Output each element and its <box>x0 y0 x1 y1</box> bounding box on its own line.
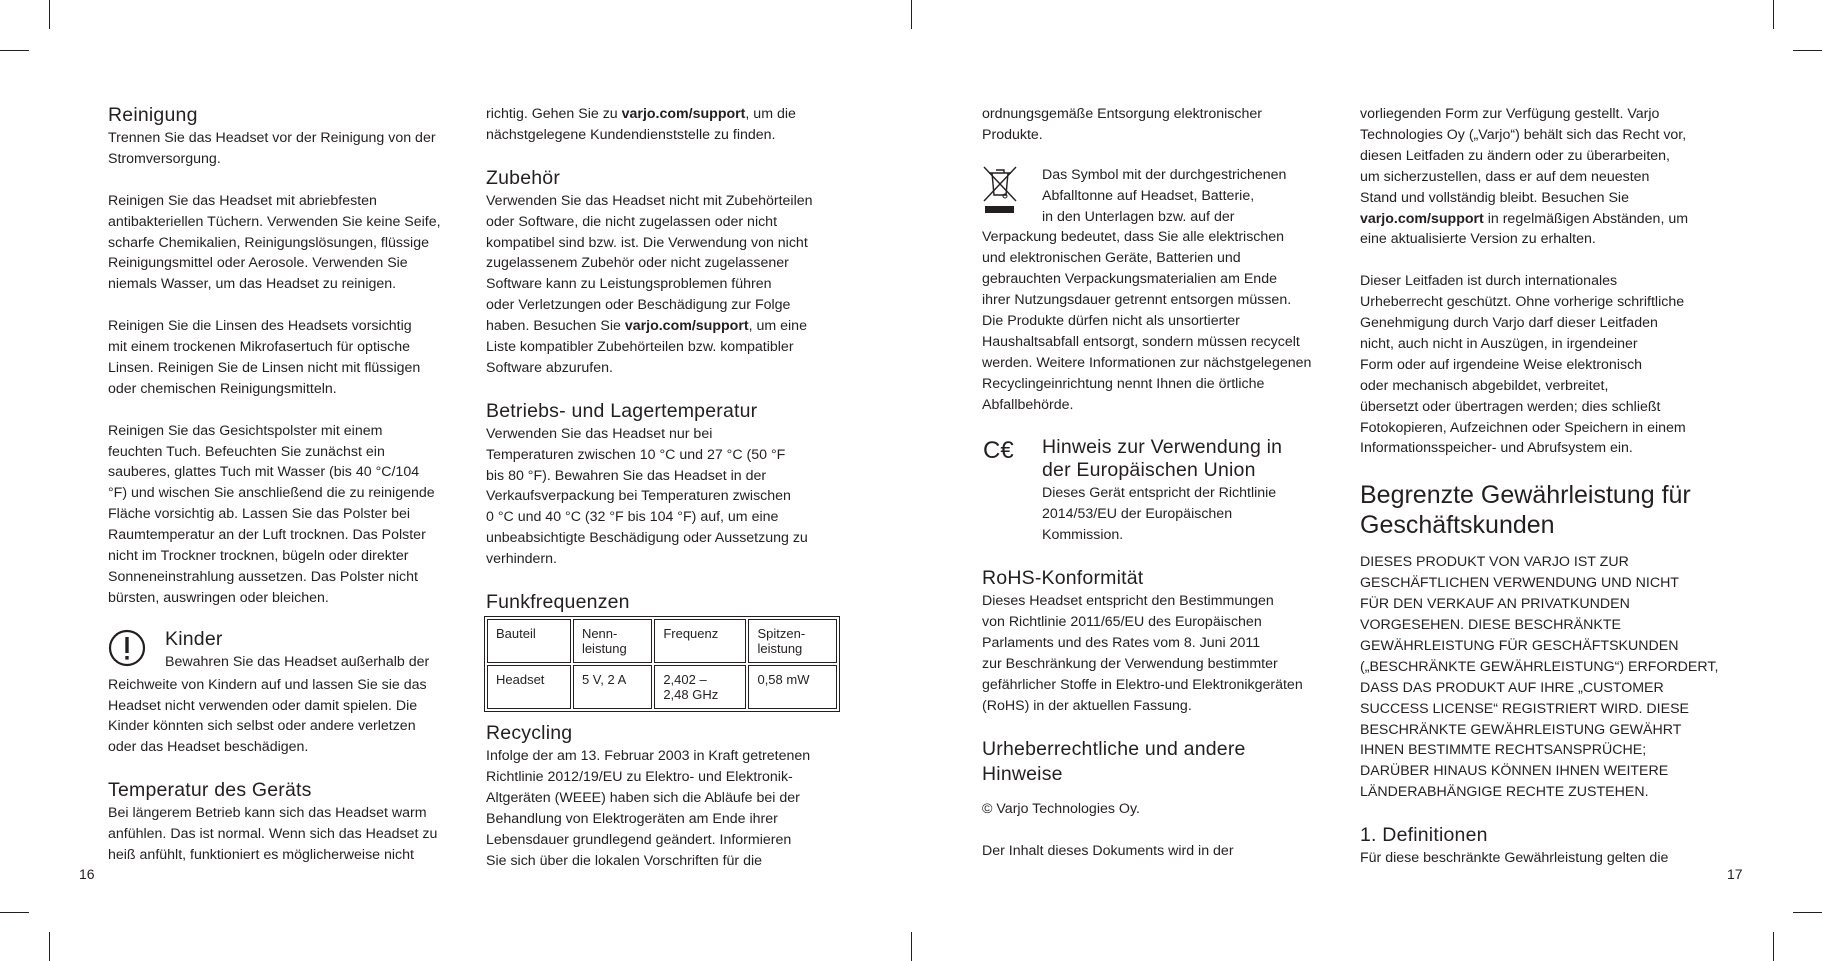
paragraph: Verpackung bedeutet, dass Sie alle elektrischen und elektronischen Geräte, Batterien und gebrauchten Verpackungsmaterialien am Ende ihrer Nutzungsdauer getrennt entsorgen müssen. Die Produkte dürfen nicht als unsortierter Haushaltsabfall entsorgt, sondern müssen recycelt werden. Weitere Informationen zur nächstgelegenen Recyclingeinrichtung nennt Ihnen die örtliche Abfallbehörde. <box>982 229 1312 413</box>
support-link[interactable]: varjo.com/support <box>624 318 749 335</box>
table-header: Bauteil <box>487 619 571 663</box>
heading-gewaehrleistung: Begrenzte Gewährleistung für Geschäftskunden <box>1360 481 1691 540</box>
crop-mark <box>911 0 912 29</box>
table-cell: Headset <box>487 665 571 709</box>
crop-mark <box>0 912 29 913</box>
paragraph: Für diese beschränkte Gewährleistung gelten die <box>1360 850 1669 867</box>
paragraph: Reichweite von Kindern auf und lassen Sie sie das Headset nicht verwenden oder damit spielen. Die Kinder könnten sich selbst oder andere verletzen oder das Headset beschädigen. <box>108 676 427 756</box>
table-header-row <box>487 619 837 663</box>
paragraph: richtig. Gehen Sie zu varjo.com/support, um die nächstgelegene Kundendienststelle zu finden. <box>486 106 796 143</box>
crop-mark <box>911 932 912 961</box>
column-4 <box>1360 104 1722 890</box>
paragraph: © Varjo Technologies Oy. <box>982 801 1140 818</box>
table-header: Frequenz <box>654 619 746 663</box>
paragraph: Der Inhalt dieses Dokuments wird in der <box>982 843 1234 860</box>
heading-temperatur: Temperatur des Geräts <box>108 779 312 802</box>
crop-mark <box>49 0 50 29</box>
crop-mark <box>0 50 29 51</box>
ce-mark-text: C€ <box>983 437 1014 463</box>
heading-kinder: Kinder <box>165 627 223 650</box>
frequency-table <box>484 616 840 712</box>
support-link[interactable]: varjo.com/support <box>1360 210 1484 227</box>
page-number-left: 16 <box>79 866 95 882</box>
table-cell: 5 V, 2 A <box>573 665 652 709</box>
heading-rohs: RoHS-Konformität <box>982 567 1144 590</box>
crop-mark <box>1793 912 1822 913</box>
paragraph: Das Symbol mit der durchgestrichenen Abfalltonne auf Headset, Batterie, in den Unterlagen bzw. auf der <box>1042 166 1287 225</box>
heading-betrieb: Betriebs- und Lagertemperatur <box>486 399 758 422</box>
heading-reinigung: Reinigung <box>108 104 198 126</box>
column-2 <box>486 104 848 892</box>
page-number-right: 17 <box>1727 866 1743 882</box>
heading-recycling: Recycling <box>486 721 573 744</box>
paragraph: Reinigen Sie das Gesichtspolster mit einem feuchten Tuch. Befeuchten Sie zunächst ein sauberes, glattes Tuch mit Wasser (bis 40 °C/104 °F) und wischen Sie anschließend die zu reinigende Fläche vorsichtig ab. Lassen Sie das Polster bei Raumtemperatur an der Luft trocknen. Das Polster nicht im Trockner trocknen, bügeln oder direkter Sonneneinstrahlung aussetzen. Das Polster nicht bürsten, auswringen oder bleichen. <box>108 422 435 606</box>
paragraph: Reinigen Sie das Headset mit abriebfesten antibakteriellen Tüchern. Verwenden Sie keine Seife, scharfe Chemikalien, Reinigungslösungen, flüssige Reinigungsmittel oder Aerosole. Verwenden Sie niemals Wasser, um das Headset zu reinigen. <box>108 192 441 293</box>
paragraph: Trennen Sie das Headset vor der Reinigung von der Stromversorgung. <box>108 130 436 167</box>
paragraph: Dieses Gerät entspricht der Richtlinie 2014/53/EU der Europäischen Kommission. <box>1042 485 1277 544</box>
table-row <box>487 665 837 709</box>
table-cell: 0,58 mW <box>748 665 837 709</box>
crop-mark <box>49 932 50 961</box>
paragraph: Reinigen Sie die Linsen des Headsets vorsichtig mit einem trockenen Mikrofasertuch für optische Linsen. Reinigen Sie de Linsen nicht mit flüssigen oder chemischen Reinigungsmitteln. <box>108 318 421 397</box>
heading-eu: Hinweis zur Verwendung in der Europäischen Union <box>1042 436 1283 482</box>
crop-mark <box>1793 50 1822 51</box>
paragraph: Dieser Leitfaden ist durch internationales Urheberrecht geschützt. Ohne vorherige schriftliche Genehmigung durch Varjo darf dieser Leitfaden nicht, auch nicht in Auszügen, in irgendeiner Form oder auf irgendeine Weise elektronisch oder mechanisch abgebildet, verbreitet, übersetzt oder übertragen werden; dies schließt Fotokopieren, Aufzeichnen oder Speichern in einem Informationsspeicher- und Abrufsystem ein. <box>1360 273 1686 457</box>
paragraph: Bei längerem Betrieb kann sich das Headset warm anfühlen. Das ist normal. Wenn sich das Headset zu heiß anfühlt, funktioniert es möglicherweise nicht <box>108 805 438 863</box>
table-header: Nenn- leistung <box>573 619 652 663</box>
paragraph: Infolge der am 13. Februar 2003 in Kraft getretenen Richtlinie 2012/19/EU zu Elektro- und Elektronik- Altgeräten (WEEE) haben sich die Abläufe bei der Behandlung von Elektrogeräten am Ende ihrer Lebensdauer grundlegend geändert. Informieren Sie sich über die lokalen Vorschriften für die <box>486 747 811 869</box>
table-header: Spitzen- leistung <box>748 619 837 663</box>
table-cell: 2,402 – 2,48 GHz <box>654 665 746 709</box>
warning-icon <box>108 628 170 675</box>
heading-urheberrecht: Urheberrechtliche und andere Hinweise <box>982 738 1246 786</box>
weee-bin-icon <box>982 165 1044 228</box>
paragraph: Verwenden Sie das Headset nur bei Temperaturen zwischen 10 °C und 27 °C (50 °F bis 80 °F). Bewahren Sie das Headset in der Verkaufsverpackung bei Temperaturen zwischen 0 °C und 40 °C (32 °F bis 104 °F) auf, um eine unbeabsichtigte Beschädigung oder Aussetzung zu verhindern. <box>486 425 808 568</box>
ce-mark-icon <box>982 436 1044 567</box>
crop-mark <box>1773 0 1774 29</box>
support-link[interactable]: varjo.com/support <box>621 106 746 122</box>
heading-definitionen: 1. Definitionen <box>1360 824 1488 847</box>
paragraph: vorliegenden Form zur Verfügung gestellt. Varjo Technologies Oy („Varjo“) behält sich das Recht vor, diesen Leitfaden zu ändern oder zu überarbeiten, um sicherzustellen, dass er auf dem neuesten Stand und vollständig bleibt. Besuchen Sie varjo.com/support in regelmäßigen Abständen, um eine aktualisierte Version zu erhalten. <box>1360 106 1689 248</box>
paragraph: DIESES PRODUKT VON VARJO IST ZUR GESCHÄFTLICHEN VERWENDUNG UND NICHT FÜR DEN VERKAUF AN PRIVATKUNDEN VORGESEHEN. DIESE BESCHRÄNKTE GEWÄHRLEISTUNG FÜR GESCHÄFTSKUNDEN („BESCHRÄNKTE GEWÄHRLEISTUNG“) ERFORDERT, DASS DAS PRODUKT AUF IHRE „CUSTOMER SUCCESS LICENSE“ REGISTRIERT WIRD. DIESE BESCHRÄNKTE GEWÄHRLEISTUNG GEWÄHRT IHNEN BESTIMMTE RECHTSANSPRÜCHE; DARÜBER HINAUS KÖNNEN IHNEN WEITERE LÄNDERABHÄNGIGE RECHTE ZUSTEHEN. <box>1360 554 1719 801</box>
heading-zubehoer: Zubehör <box>486 166 561 189</box>
paragraph: Verwenden Sie das Headset nicht mit Zubehörteilen oder Software, die nicht zugelassen oder nicht kompatibel sind bzw. ist. Die Verwendung von nicht zugelassenem Zubehör oder nicht zugelassener Software kann zu Leistungsproblemen führen oder Verletzungen oder Beschädigung zur Folge haben. Besuchen Sie varjo.com/support, um eine Liste kompatibler Zubehörteilen bzw. kompatibler Software abzurufen. <box>486 192 813 376</box>
heading-funkfrequenzen: Funkfrequenzen <box>486 590 630 613</box>
column-3 <box>982 104 1344 883</box>
column-1 <box>108 104 470 887</box>
paragraph: Dieses Headset entspricht den Bestimmungen von Richtlinie 2011/65/EU des Europäischen Parlaments und des Rates vom 8. Juni 2011 zur Beschränkung der Verwendung bestimmter gefährlicher Stoffe in Elektro-und Elektronikgeräten (RoHS) in der aktuellen Fassung. <box>982 593 1303 714</box>
paragraph: Bewahren Sie das Headset außerhalb der <box>165 653 430 670</box>
paragraph: ordnungsgemäße Entsorgung elektronischer Produkte. <box>982 106 1262 143</box>
crop-mark <box>1773 932 1774 961</box>
